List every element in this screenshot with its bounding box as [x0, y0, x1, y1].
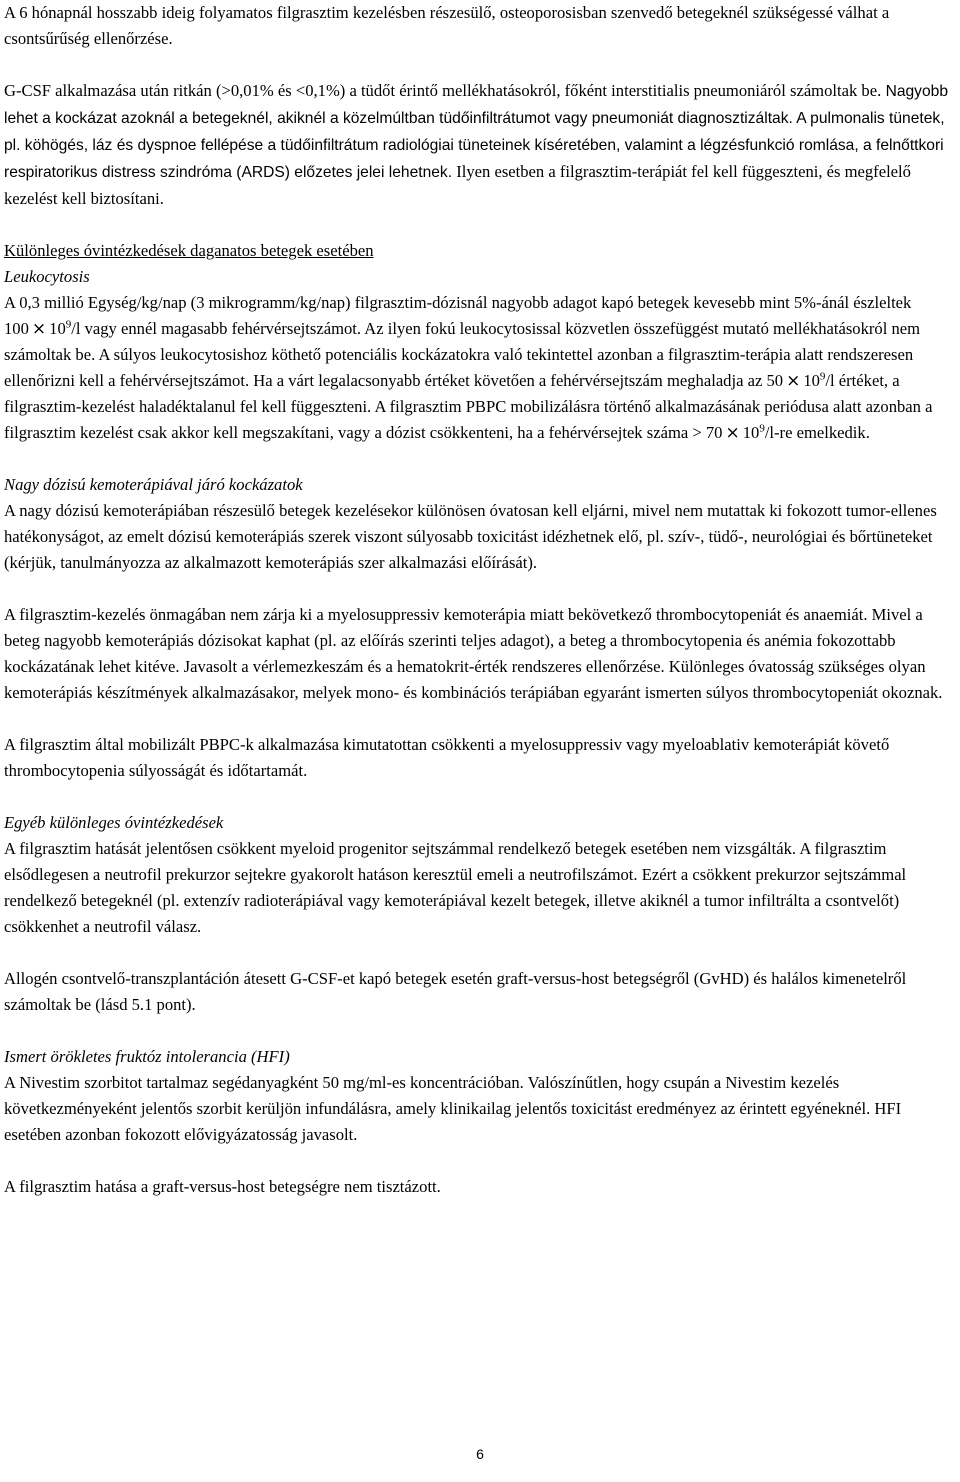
- paragraph-osteoporosis: A 6 hónapnál hosszabb ideig folyamatos filgrasztim kezelésben részesülő, osteoporosisban szenvedő betegeknél szükségessé válhat a csontsűrűség ellenőrzése.: [4, 3, 890, 48]
- times-symbol: ×: [31, 319, 47, 339]
- section-leukocytosis: [4, 238, 954, 446]
- times-symbol: ×: [725, 423, 740, 443]
- leuko-power-base-3: 10: [742, 423, 760, 442]
- leukocytosis-text: [4, 290, 954, 446]
- subheading-leukocytosis: Leukocytosis: [4, 267, 90, 286]
- high-dose-chemo-text: A nagy dózisú kemoterápiában részesülő betegek kezelésekor különösen óvatosan kell eljárni, mivel nem mutattak ki fokozott tumor-ellenes hatékonyságot, az emelt dózisú kemoterápiás szerek viszont súlyosabb toxicitást idézhetnek elő, pl. szív-, tüdő-, neurológiai és bőrtüneteket (kérjük, tanulmányozza az alkalmazott kemoterápiás szer alkalmazási előírását).: [4, 501, 937, 572]
- leuko-text-2: /l vagy ennél magasabb fehérvérsejtszámot. Az ilyen fokú leukocytosissal közvetlen összefüggést mutató mellékhatásokról nem számoltak be. A súlyos leukocytosishoz köthető potenciális kockázatokra való tekintettel azonban a filgrasztim-terápia alatt rendszeresen ellenőrizni kell a fehérvérsejtszámot. Ha a várt legalacsonyabb értéket követően a fehérvérsejtszám meghaladja az 50: [4, 319, 921, 390]
- section-high-dose-chemo: [4, 472, 954, 576]
- subheading-hfi: Ismert örökletes fruktóz intolerancia (HFI): [4, 1047, 290, 1066]
- hfi-text: A Nivestim szorbitot tartalmaz segédanyagként 50 mg/ml-es koncentrációban. Valószínűtlen, hogy csupán a Nivestim kezelés következményeként jelentős szorbit kerüljön infundálásra, amely klinikailag jelentős toxicitást eredményez az érintett egyéneknél. HFI esetében azonban fokozott elővigyázatosság javasolt.: [4, 1073, 902, 1144]
- pulmonary-text-a: G-CSF alkalmazása után ritkán (>0,01% és <0,1%) a tüdőt érintő mellékhatásokról, főként interstitialis pneumoniáról számoltak be.: [4, 81, 882, 100]
- pulmonary-text-b: Nagyobb lehet a kockázat azoknál a betegeknél, akiknél a közelmúltban tüdőinfiltrátumot vagy pneumoniát diagnosztizáltak. A pulmonalis tünetek, pl. köhögés, láz és dyspnoe fellépése a tüdőinfiltrátum radiológiai tüneteinek kíséretében, valamint a légzésfunkció romlása, a felnőttkori respiratorikus distress szindróma (ARDS) előzetes jelei lehetnek.: [4, 83, 948, 181]
- section-other-precautions: [4, 810, 954, 940]
- paragraph-pulmonary: [4, 78, 954, 212]
- other-precautions-text: A filgrasztim hatását jelentősen csökkent myeloid progenitor sejtszámmal rendelkező betegek esetében nem vizsgálták. A filgrasztim elsődlegesen a neutrofil prekurzor sejtekre gyakorolt hatáson keresztül emeli a neutrofilszámot. Ezért a csökkent prekurzor sejtszámmal rendelkező betegeknél (pl. extenzív radioterápiával vagy kemoterápiával kezelt betegek, illetve akiknél a tumor infiltrálta a csontvelőt) csökkenhet a neutrofil válasz.: [4, 839, 907, 936]
- paragraph-thrombocytopenia: A filgrasztim-kezelés önmagában nem zárja ki a myelosuppressiv kemoterápia miatt bekövetkező thrombocytopeniát és anaemiát. Mivel a beteg nagyobb kemoterápiás dózisokat kaphat (pl. az előírás szerinti teljes adagot), a beteg a thrombocytopenia és anémia fokozottabb kockázatának lehet kitéve. Javasolt a vérlemezkeszám és a hematokrit-érték rendszeres ellenőrzése. Különleges óvatosság szükséges olyan kemoterápiás készítmények alkalmazásakor, melyek mono- és kombinációs terápiában egyaránt ismerten súlyos thrombocytopeniát okoznak.: [4, 605, 943, 702]
- pulmonary-text-c: Ilyen esetben a filgrasztim-terápiát fel kell függeszteni, és megfelelő kezelést kell biztosítani.: [4, 162, 911, 208]
- document-page: [4, 0, 954, 1200]
- paragraph-gvh-effect: A filgrasztim hatása a graft-versus-host betegségre nem tisztázott.: [4, 1177, 441, 1196]
- leuko-power-base-2: 10: [803, 371, 820, 390]
- section-hfi: [4, 1044, 954, 1148]
- subheading-other-precautions: Egyéb különleges óvintézkedések: [4, 813, 224, 832]
- leuko-exponent-2: 9: [819, 370, 826, 383]
- page-number: 6: [476, 1446, 484, 1462]
- subheading-high-dose-chemo: Nagy dózisú kemoterápiával járó kockázatok: [4, 475, 303, 494]
- times-symbol: ×: [786, 371, 801, 391]
- leuko-power-base-1: 10: [49, 319, 66, 338]
- leuko-exponent-3: 9: [759, 422, 765, 435]
- leuko-exponent-1: 9: [65, 318, 72, 331]
- leuko-text-4: /l-re emelkedik.: [764, 423, 870, 442]
- paragraph-gvhd: Allogén csontvelő-transzplantáción átesett G-CSF-et kapó betegek esetén graft-versus-host betegségről (GvHD) és halálos kimenetelről számoltak be (lásd 5.1 pont).: [4, 969, 907, 1014]
- leuko-text-3: /l értéket, a filgrasztim-kezelést haladéktalanul fel kell függeszteni. A filgrasztim PBPC mobilizálásra történő alkalmazásának periódusa alatt azonban a filgrasztim kezelést csak akkor kell megszakítani, vagy a dózist csökkenteni, ha a fehérvérsejtek száma > 70: [4, 371, 933, 442]
- section-heading-cancer-precautions: Különleges óvintézkedések daganatos betegek esetében: [4, 241, 374, 260]
- paragraph-pbpc: A filgrasztim által mobilizált PBPC-k alkalmazása kimutatottan csökkenti a myelosuppressiv vagy myeloablativ kemoterápiát követő thrombocytopenia súlyosságát és időtartamát.: [4, 735, 890, 780]
- leuko-text-1: A 0,3 millió Egység/kg/nap (3 mikrogramm/kg/nap) filgrasztim-dózisnál nagyobb adagot kapó betegek kevesebb mint 5%-ánál észleltek 100: [4, 293, 912, 338]
